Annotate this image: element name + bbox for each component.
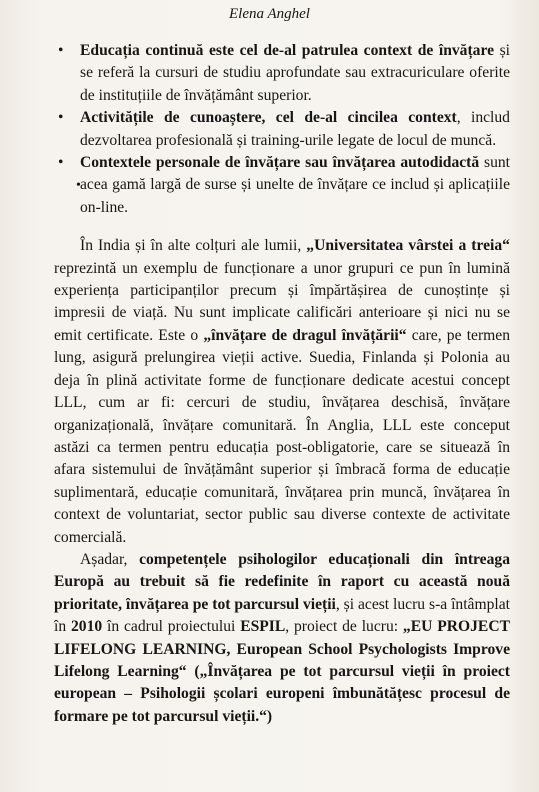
- bullet-bold-text: Educația continuă este cel de-al patrulea context de învățare: [80, 42, 495, 59]
- bullet-item: [54, 152, 510, 219]
- bullet-item: [54, 40, 510, 107]
- paragraph-text: care, pe termen lung, asigură prelungirea vieții active. Suedia, Finlanda și Polonia au deja în plină activitate forme de funcționare dedicate acestui concept LLL, cum ar fi: cercuri de studiu, învățarea deschisă, învățare organizațională, învățare comunitară. În Anglia, LLL este conceput astăzi ca termen pentru educația post-obligatorie, care se situează în afara sistemului de învățământ superior și îmbracă forma de educație suplimentară, educație comunitară, învățarea prin muncă, învățarea în context de voluntariat, sector public sau diverse contexte de activitate comercială.: [54, 326, 510, 546]
- paragraph-text: Așadar,: [80, 550, 140, 568]
- paragraph-bold-text: ESPIL: [240, 618, 286, 636]
- paragraph-text: , proiect de lucru:: [285, 618, 403, 636]
- paragraph-text: reprezintă un exemplu de funcționare a unor grupuri ce pun în lumină experiența participanților precum și împărtășirea de cunoștințe și impresii de viață. Nu sunt implicate calificări anterioare și nici nu se emit certificate. Este o: [54, 259, 510, 344]
- bullet-text: sunt acea gamă largă de surse și unelte de învățare ce includ și aplicațiile on-line.: [80, 154, 510, 216]
- paragraph-bold-text: „învățare de dragul învățării“: [203, 326, 407, 344]
- paragraph-bold-text: „Universitatea vârstei a treia“: [306, 237, 510, 255]
- paragraph-universitatea: [54, 235, 510, 549]
- paragraph-bold-text: „EU PROJECT LIFELONG LEARNING, European School Psychologists Improve Lifelong Learning“ („Învățarea pe tot parcursul vieții în proiect european – Psihologii școlari europeni îmbunătățesc procesul de formare pe tot parcursul vieții.“): [54, 618, 510, 725]
- running-head: Elena Anghel: [229, 6, 310, 22]
- bullet-item: [54, 107, 510, 152]
- bullet-bold-text: Contextele personale de învățare sau învățarea autodidactă: [80, 154, 480, 172]
- paragraph-competente: [54, 549, 510, 728]
- paragraph-text: în cadrul proiectului: [102, 618, 241, 636]
- paragraph-bold-text: 2010: [70, 618, 103, 636]
- bullet-text: , includ dezvoltarea profesională și training-urile legate de locul de muncă.: [80, 109, 510, 149]
- paragraph-bold-text: competențele psihologilor educaționali din întreaga Europă au trebuit să fie redefinite în raport cu această nouă prioritate, învățarea pe tot parcursul vieții: [54, 550, 510, 613]
- bullet-list: [54, 40, 510, 219]
- bullet-marker: •: [58, 109, 64, 127]
- bullet-text: și se referă la cursuri de studiu aprofundate sau extracuriculare oferite de instituțiile de învățământ superior.: [80, 42, 510, 104]
- bullet-marker: •: [58, 154, 64, 172]
- stray-mark: •: [76, 178, 81, 193]
- page-body: [54, 40, 510, 728]
- bullet-marker: •: [58, 42, 64, 59]
- paragraph-text: În India și în alte colțuri ale lumii,: [80, 237, 307, 255]
- bullet-bold-text: Activitățile de cunoaștere, cel de-al cincilea context: [80, 109, 457, 127]
- paragraph-text: , și acest lucru s-a întâmplat în: [54, 595, 510, 636]
